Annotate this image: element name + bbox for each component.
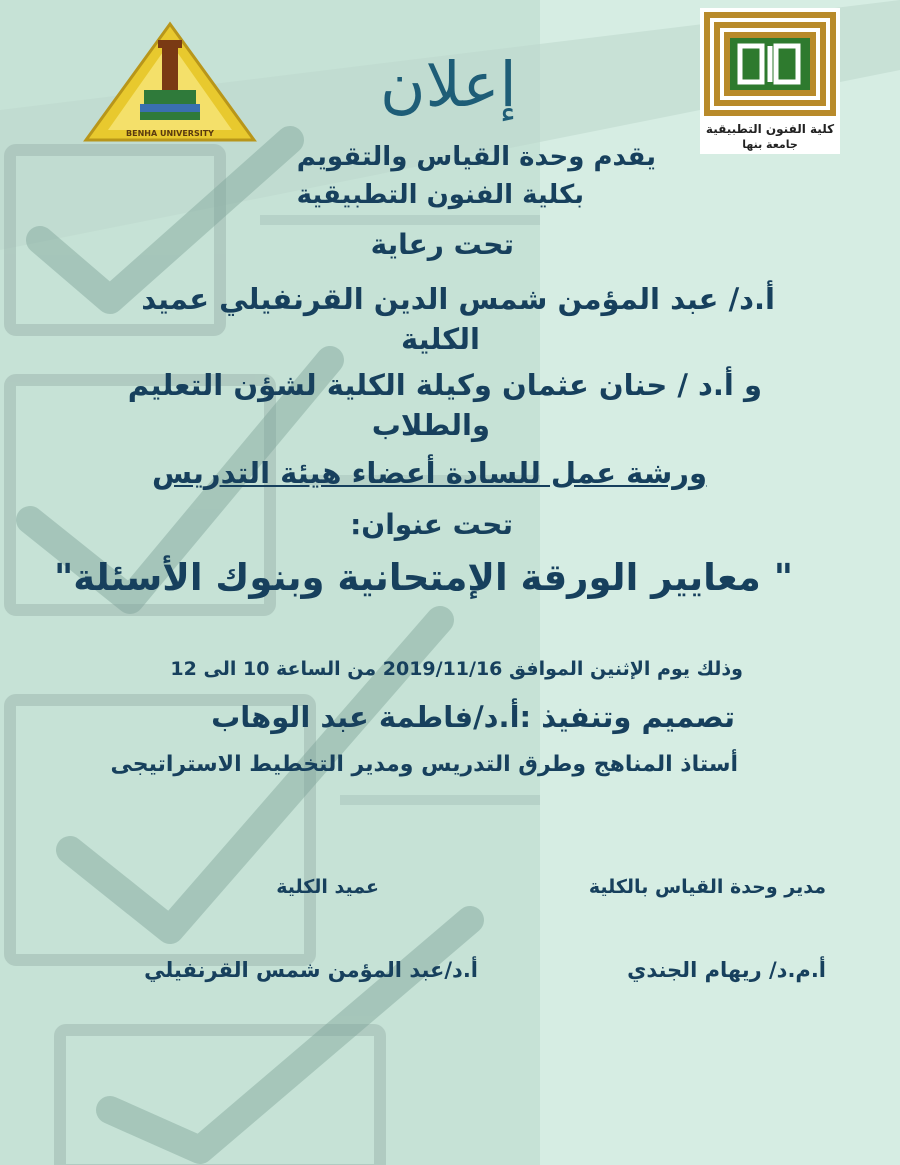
patron-1-line-1: أ.د/ عبد المؤمن شمس الدين القرنفيلي عميد [141,282,775,316]
benha-university-logo [82,20,258,146]
signature-left-title: عميد الكلية [276,876,379,898]
intro-line-2: بكلية الفنون التطبيقية [296,180,584,210]
faculty-applied-arts-logo [700,8,840,154]
topic-heading: تحت عنوان: [350,508,513,541]
signature-right-title: مدير وحدة القياس بالكلية [588,876,826,898]
credit-title: أستاذ المناهج وطرق التدريس ومدير التخطيط الاستراتيجى [110,752,738,777]
signature-right-name: أ.م.د/ ريهام الجندي [627,958,826,982]
intro-line-1: يقدم وحدة القياس والتقويم [296,142,656,172]
workshop-title: ورشة عمل للسادة أعضاء هيئة التدريس [152,456,707,490]
page-title: إعلان [380,48,517,121]
patron-1-line-2: الكلية [401,322,480,356]
faculty-name-label: كلية الفنون التطبيقية [705,122,835,136]
signature-left-name: أ.د/عبد المؤمن شمس القرنفيلي [144,958,478,982]
design-credit: تصميم وتنفيذ :أ.د/فاطمة عبد الوهاب [211,700,735,734]
patron-2-line-2: والطلاب [371,408,490,442]
workshop-datetime: وذلك يوم الإثنين الموافق 2019/11/16 من الساعة 10 الى 12 [170,658,743,680]
topic-title: " معايير الورقة الإمتحانية وبنوك الأسئلة" [53,556,793,599]
university-name-label: جامعة بنها [742,138,798,151]
patronage-heading: تحت رعاية [370,228,514,261]
patron-2-line-1: و أ.د / حنان عثمان وكيلة الكلية لشؤن التعليم [127,368,762,402]
logo-ring-text: BENHA UNIVERSITY [126,129,214,138]
